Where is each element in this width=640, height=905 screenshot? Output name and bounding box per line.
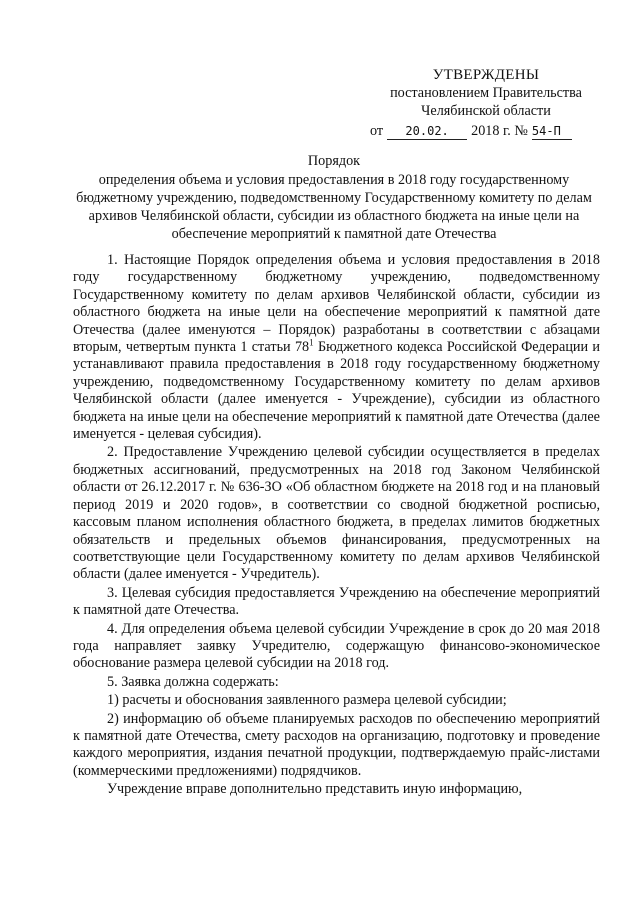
document-heading [68,152,600,243]
document-title: Порядок [307,153,361,169]
document-subtitle: определения объема и условия предоставления в 2018 году государственному бюджетному учреждению, подведомственному Государственному комитету по делам архивов Челябинской области, субсидии из областного бюджета на иные цели на обеспечение мероприятий к памятной дате Отечества [76,172,592,242]
document-body [73,252,600,800]
paragraph-5-item-2: 2) информацию об объеме планируемых расходов по обеспечению мероприятий к памятной дате Отечества, смету расходов на организацию, подготовку и проведение каждого мероприятия, издания печатной продукции, подтверждаемую прайс-листами (коммерческими предложениями) подрядчиков. [73,710,600,779]
paragraph-3: 3. Целевая субсидия предоставляется Учреждению на обеспечение мероприятий к памятной дате Отечества. [73,584,600,619]
date-number-row [370,122,602,140]
footnote-superscript: 1 [309,337,314,348]
paragraph-5-item-1: 1) расчеты и обоснования заявленного размера целевой субсидии; [107,692,507,709]
number-field: 54-П [532,124,572,140]
region-line: Челябинской области [421,103,551,119]
date-field: 20.02. [387,124,467,140]
from-label: от [370,123,384,139]
approved-by-line: постановлением Правительства [390,85,582,101]
paragraph-5: 5. Заявка должна содержать: [107,673,279,690]
paragraph-4: 4. Для определения объема целевой субсидии Учреждение в срок до 20 мая 2018 года направляет заявку Учредителю, содержащую финансово-экономическое обоснование размера целевой субсидии на 2018 год. [73,620,600,672]
year-label: 2018 г. № [471,123,528,139]
paragraph-1 [73,252,600,443]
paragraph-1-part-b: Бюджетного кодекса Российской Федерации и устанавливают правила предоставления в 2018 году государственному бюджетному учреждению, подведомственному Государственному комитету по делам архивов Челябинской области (далее именуется - Учреждение), субсидии из областного бюджета на иные цели на обеспечение мероприятий к памятной дате Отечества (далее именуется - целевая субсидия). [73,339,600,443]
approved-label: УТВЕРЖДЕНЫ [432,67,540,83]
approval-stamp [370,66,602,140]
paragraph-2: 2. Предоставление Учреждению целевой субсидии осуществляется в пределах бюджетных ассигнований, предусмотренных на 2018 год Законом Челябинской области от 26.12.2017 г. № 636-ЗО «Об областном бюджете на 2018 год и на плановый период 2019 и 2020 годов», в соответствии со сводной бюджетной росписью, кассовым планом исполнения областного бюджета, в пределах лимитов бюджетных обязательств и предельных объемов финансирования, предусмотренных на соответствующие цели Государственному комитету по делам архивов Челябинской области (далее именуется - Учредитель). [73,444,600,583]
paragraph-1-part-a: 1. Настоящие Порядок определения объема и условия предоставления в 2018 году государственному бюджетному учреждению, подведомственному Государственному комитету по делам архивов Челябинской области, субсидии из областного бюджета на иные цели на обеспечение мероприятий к памятной дате Отечества (далее именуются – Порядок) разработаны в соответствии с абзацами вторым, четвертым пункта 1 статьи 78 [73,252,600,356]
paragraph-6: Учреждение вправе дополнительно представить иную информацию, [107,781,523,798]
